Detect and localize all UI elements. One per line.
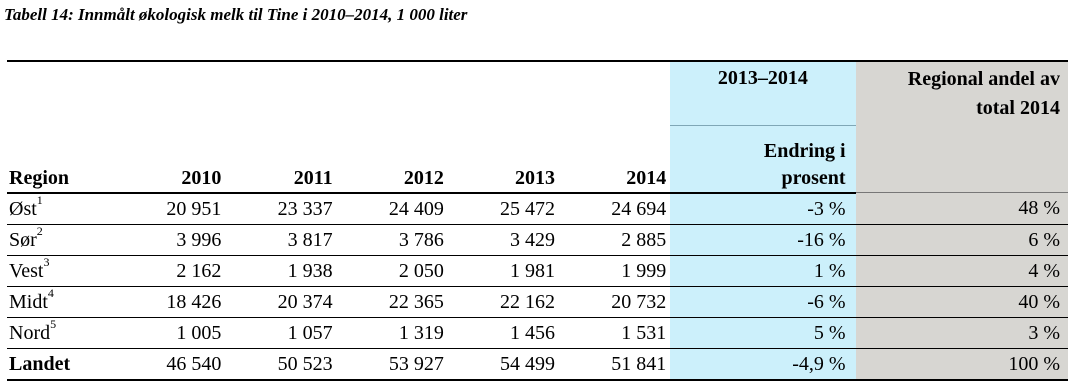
value-cell: 23 337 (225, 193, 336, 225)
value-cell: 1 456 (448, 317, 559, 348)
total-label: Landet (7, 348, 117, 380)
value-cell: 2 162 (117, 255, 225, 286)
year-header: 2014 (559, 126, 670, 193)
region-name: Øst (9, 197, 37, 220)
table-caption: Tabell 14: Innmålt økologisk melk til Tine i 2010–2014, 1 000 liter (4, 5, 468, 24)
value-cell: 2 885 (559, 224, 670, 255)
change-cell: 5 % (670, 317, 855, 348)
value-cell: 3 996 (117, 224, 225, 255)
change-cell: -6 % (670, 286, 855, 317)
header-row-1 (7, 61, 1068, 126)
value-cell: 20 374 (225, 286, 336, 317)
share-cell: 3 % (856, 317, 1068, 348)
change-cell: -3 % (670, 193, 855, 225)
total-value-cell: 51 841 (559, 348, 670, 380)
total-value-cell: 53 927 (337, 348, 448, 380)
region-name: Vest (9, 259, 44, 282)
value-cell: 22 365 (337, 286, 448, 317)
header-row-2 (7, 126, 1068, 193)
value-cell: 22 162 (448, 286, 559, 317)
value-cell: 1 319 (337, 317, 448, 348)
region-cell (7, 317, 117, 348)
total-change-cell: -4,9 % (670, 348, 855, 380)
empty-header-cell (559, 61, 670, 126)
share-header-line-1: Regional andel av (907, 68, 1060, 90)
total-row (7, 348, 1068, 380)
total-share-cell: 100 % (856, 348, 1068, 380)
region-header: Region (7, 126, 117, 193)
empty-header-cell (225, 61, 336, 126)
year-header: 2011 (225, 126, 336, 193)
change-header (670, 126, 855, 193)
value-cell: 3 429 (448, 224, 559, 255)
table-row (7, 255, 1068, 286)
value-cell: 24 409 (337, 193, 448, 225)
change-cell: 1 % (670, 255, 855, 286)
change-cell: -16 % (670, 224, 855, 255)
footnote-marker: 1 (36, 192, 43, 207)
region-cell (7, 255, 117, 286)
value-cell: 3 786 (337, 224, 448, 255)
value-cell: 1 531 (559, 317, 670, 348)
change-header-line-2: prosent (781, 166, 846, 189)
region-cell (7, 224, 117, 255)
share-header-blank (856, 126, 1068, 193)
share-header-line-2: total 2014 (976, 97, 1060, 119)
footnote-marker: 4 (47, 285, 54, 300)
value-cell: 1 938 (225, 255, 336, 286)
region-name: Midt (9, 290, 48, 313)
footnote-marker: 3 (43, 254, 50, 269)
share-header (856, 61, 1068, 126)
year-header: 2010 (117, 126, 225, 193)
share-cell: 40 % (856, 286, 1068, 317)
value-cell: 18 426 (117, 286, 225, 317)
empty-header-cell (448, 61, 559, 126)
footnote-marker: 5 (50, 316, 57, 331)
value-cell: 1 981 (448, 255, 559, 286)
year-header: 2013 (448, 126, 559, 193)
value-cell: 24 694 (559, 193, 670, 225)
empty-header-cell (7, 61, 117, 126)
region-cell (7, 286, 117, 317)
empty-header-cell (337, 61, 448, 126)
total-value-cell: 50 523 (225, 348, 336, 380)
value-cell: 25 472 (448, 193, 559, 225)
total-value-cell: 46 540 (117, 348, 225, 380)
value-cell: 1 005 (117, 317, 225, 348)
table-row (7, 193, 1068, 225)
share-cell: 48 % (856, 193, 1068, 225)
year-header: 2012 (337, 126, 448, 193)
value-cell: 20 951 (117, 193, 225, 225)
table-row (7, 224, 1068, 255)
region-name: Nord (9, 321, 51, 344)
value-cell: 1 057 (225, 317, 336, 348)
share-cell: 4 % (856, 255, 1068, 286)
region-name: Sør (9, 228, 37, 251)
period-header: 2013–2014 (670, 61, 855, 126)
footnote-marker: 2 (36, 223, 43, 238)
value-cell: 2 050 (337, 255, 448, 286)
region-cell (7, 193, 117, 225)
table-row (7, 317, 1068, 348)
value-cell: 1 999 (559, 255, 670, 286)
share-cell: 6 % (856, 224, 1068, 255)
empty-header-cell (117, 61, 225, 126)
value-cell: 3 817 (225, 224, 336, 255)
value-cell: 20 732 (559, 286, 670, 317)
change-header-line-1: Endring i (763, 139, 846, 162)
table-row (7, 286, 1068, 317)
total-value-cell: 54 499 (448, 348, 559, 380)
milk-table (7, 60, 1068, 381)
